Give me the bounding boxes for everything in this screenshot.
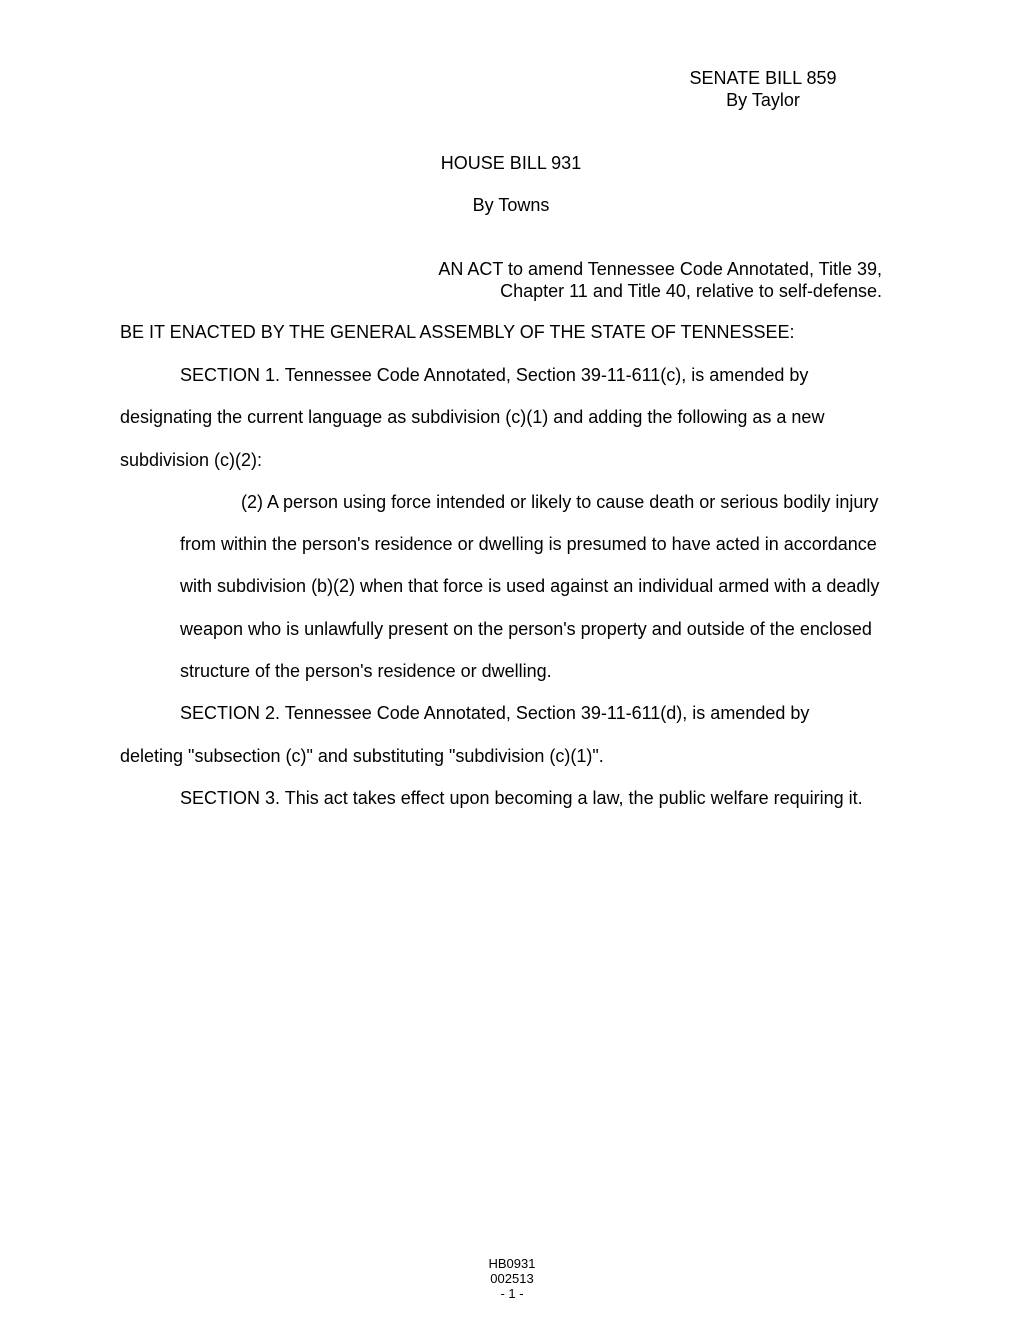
section-1-line: subdivision (c)(2):: [120, 450, 263, 470]
enacting-clause: BE IT ENACTED BY THE GENERAL ASSEMBLY OF THE STATE OF TENNESSEE:: [120, 322, 795, 342]
section-2-line: deleting "subsection (c)" and substituting "subdivision (c)(1)".: [120, 746, 604, 766]
house-sponsor: By Towns: [472, 195, 550, 215]
inserted-text-line: from within the person's residence or dwelling is presumed to have acted in accordance: [180, 534, 877, 554]
inserted-text-line: weapon who is unlawfully present on the person's property and outside of the enclosed: [180, 619, 872, 639]
section-3-line: SECTION 3. This act takes effect upon becoming a law, the public welfare requiring it.: [180, 788, 863, 808]
section-1-line: designating the current language as subdivision (c)(1) and adding the following as a new: [120, 407, 825, 427]
inserted-text-line: structure of the person's residence or dwelling.: [180, 661, 552, 681]
footer-page-number: - 1 -: [500, 1286, 524, 1301]
section-1-line: SECTION 1. Tennessee Code Annotated, Section 39-11-611(c), is amended by: [180, 365, 809, 385]
inserted-text-line: (2) A person using force intended or likely to cause death or serious bodily injury: [241, 492, 879, 512]
senate-bill-number: SENATE BILL 859: [689, 68, 837, 88]
caption-line-2: Chapter 11 and Title 40, relative to self-defense.: [500, 281, 882, 301]
inserted-text-line: with subdivision (b)(2) when that force is used against an individual armed with a deadly: [180, 576, 880, 596]
footer-bill-code: HB0931: [488, 1256, 536, 1271]
senate-sponsor: By Taylor: [726, 90, 800, 110]
house-bill-number: HOUSE BILL 931: [440, 153, 582, 173]
caption-line-1: AN ACT to amend Tennessee Code Annotated, Title 39,: [438, 259, 882, 279]
footer-draft-number: 002513: [490, 1271, 534, 1286]
section-2-line: SECTION 2. Tennessee Code Annotated, Section 39-11-611(d), is amended by: [180, 703, 810, 723]
